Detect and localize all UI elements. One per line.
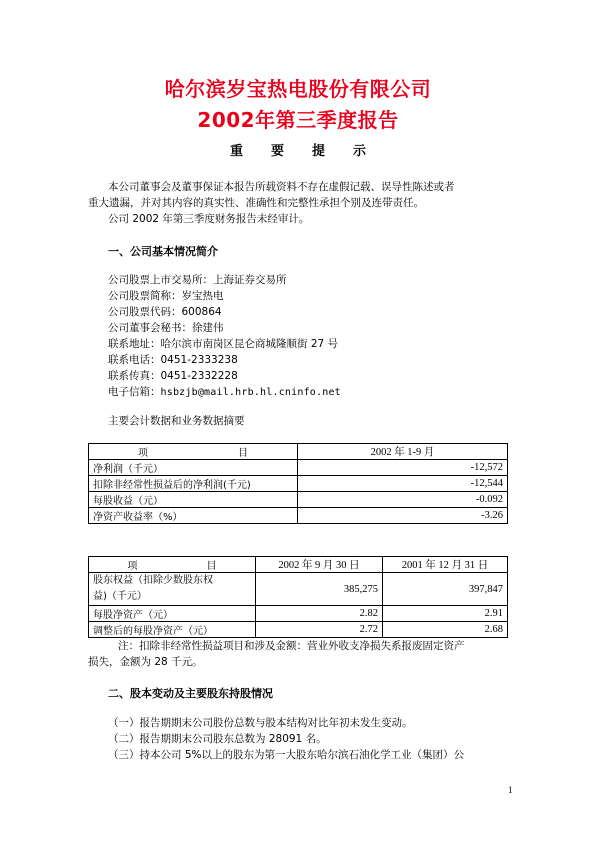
share-item-1: （一）报告期期末公司股份总数与股本结构对比年初未发生变动。	[108, 717, 413, 729]
header-date-2002: 2002 年 9 月 30 日	[256, 557, 383, 573]
table-note-line1: 注：扣除非经常性损益项目和涉及金额：营业外收支净损失系报废固定资产	[118, 640, 465, 652]
summary-label: 主要会计数据和业务数据摘要	[108, 415, 245, 427]
table-row	[89, 622, 508, 638]
table-row	[89, 460, 508, 476]
row-label: 每股净资产（元）	[89, 606, 256, 622]
row-value-2001: 2.68	[383, 622, 508, 638]
table-row	[89, 508, 508, 524]
financial-summary-table	[88, 443, 508, 524]
row-value-2002: 2.82	[256, 606, 383, 622]
report-title-company: 哈尔滨岁宝热电股份有限公司	[164, 77, 432, 101]
share-item-3: （三）持本公司 5%以上的股东为第一大股东哈尔滨石油化学工业（集团）公	[108, 749, 464, 761]
table-header-row	[89, 444, 508, 460]
email-address: hsbzjb@mail.hrb.hl.cninfo.net	[160, 387, 341, 398]
row-value-2001: 397,847	[383, 573, 508, 606]
table-row	[89, 476, 508, 492]
info-stock-code: 公司股票代码：600864	[108, 306, 222, 318]
audit-statement: 公司 2002 年第三季度财务报告未经审计。	[108, 213, 310, 225]
table-row	[89, 606, 508, 622]
table-row	[89, 573, 508, 606]
section1-heading: 一、公司基本情况简介	[108, 245, 218, 258]
header-date-2001: 2001 年 12 月 31 日	[383, 557, 508, 573]
info-stock-name: 公司股票简称：岁宝热电	[108, 290, 224, 302]
info-phone: 联系电话：0451-2333238	[108, 354, 238, 366]
row-value: -12,572	[298, 460, 508, 476]
row-label: 扣除非经常性损益后的净利润(千元)	[89, 476, 298, 492]
info-email: 电子信箱：hsbzjb@mail.hrb.hl.cninfo.net	[108, 386, 341, 398]
row-value-2001: 2.91	[383, 606, 508, 622]
header-item: 项 目	[89, 557, 256, 573]
row-label: 调整后的每股净资产（元）	[89, 622, 256, 638]
section2-heading: 二、股本变动及主要股东持股情况	[108, 687, 273, 700]
table-note-line2: 损失，金额为 28 千元。	[88, 656, 203, 668]
info-exchange: 公司股票上市交易所：上海证券交易所	[108, 274, 287, 286]
header-period: 2002 年 1-9 月	[298, 444, 508, 460]
table-row	[89, 492, 508, 508]
report-title-period: 2002年第三季度报告	[197, 108, 399, 132]
row-label: 净利润（千元）	[89, 460, 298, 476]
page-number: 1	[508, 785, 513, 795]
share-item-2: （二）报告期期末公司股东总数为 28091 名。	[108, 733, 327, 745]
info-address: 联系地址：哈尔滨市南岗区昆仑商城隆顺街 27 号	[108, 338, 339, 350]
equity-comparison-table	[88, 556, 508, 638]
row-label: 股东权益（扣除少数股东权 益)（千元）	[89, 573, 256, 606]
notice-paragraph-line2: 重大遗漏，并对其内容的真实性、准确性和完整性承担个别及连带责任。	[88, 197, 424, 209]
row-value: -3.26	[298, 508, 508, 524]
row-value-2002: 385,275	[256, 573, 383, 606]
table-header-row	[89, 557, 508, 573]
info-secretary: 公司董事会秘书：徐建伟	[108, 322, 224, 334]
header-item: 项 目	[89, 444, 298, 460]
row-label: 每股收益（元）	[89, 492, 298, 508]
row-value-2002: 2.72	[256, 622, 383, 638]
info-fax: 联系传真：0451-2332228	[108, 370, 238, 382]
row-value: -0.092	[298, 492, 508, 508]
important-notice-heading: 重 要 提 示	[229, 144, 367, 159]
row-value: -12,544	[298, 476, 508, 492]
row-label: 净资产收益率（%）	[89, 508, 298, 524]
notice-paragraph-line1: 本公司董事会及董事保证本报告所载资料不存在虚假记载、误导性陈述或者	[108, 181, 455, 193]
